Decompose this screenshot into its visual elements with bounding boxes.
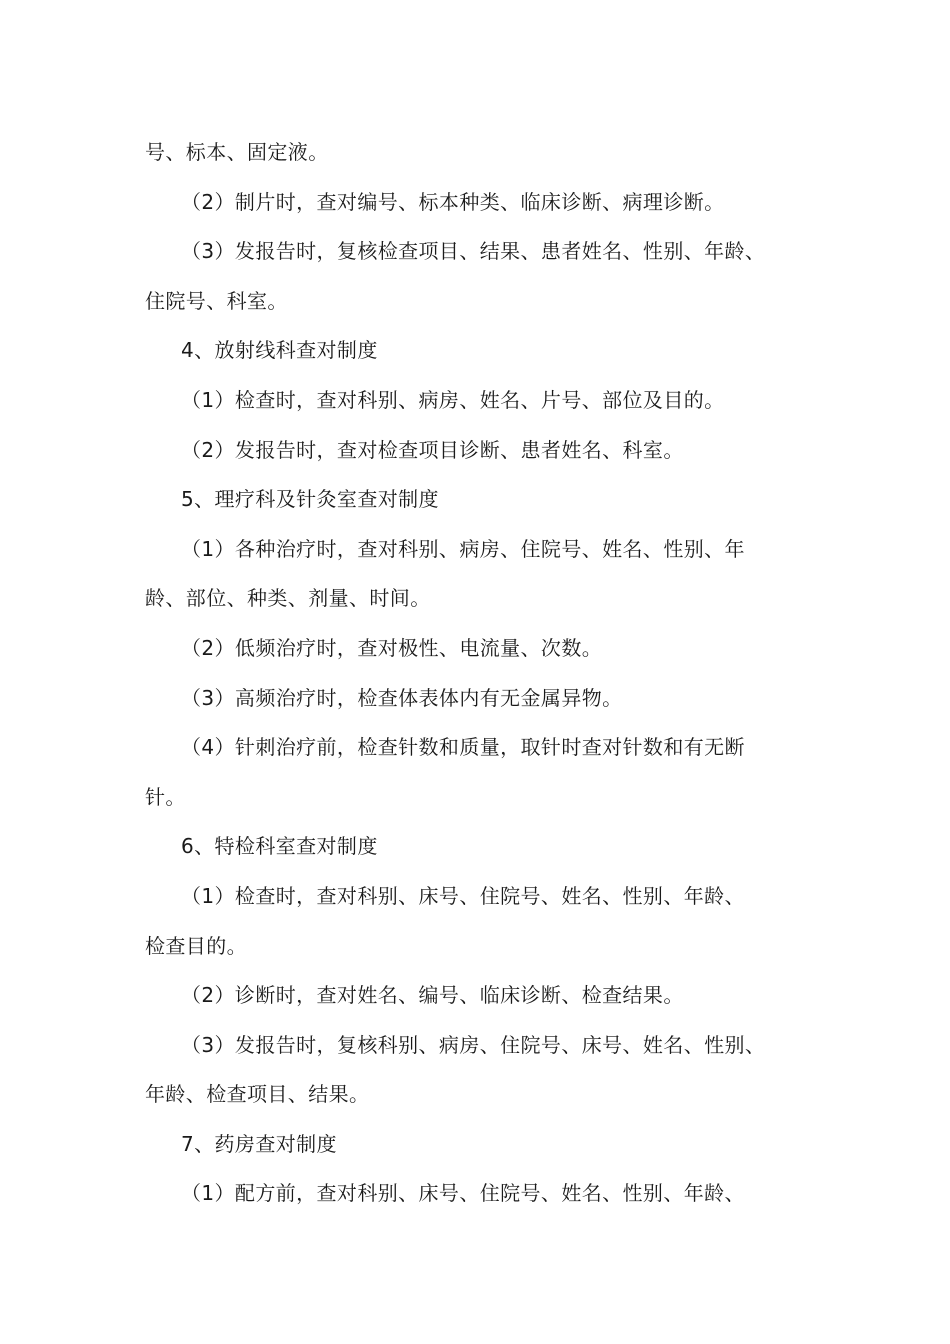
- paragraph-line: 龄、部位、种类、剂量、时间。: [145, 586, 431, 611]
- paragraph-line: 针。: [145, 784, 186, 809]
- paragraph-line: （2）低频治疗时，查对极性、电流量、次数。: [181, 635, 603, 660]
- paragraph-line: 住院号、科室。: [145, 288, 288, 313]
- paragraph-line: 年龄、检查项目、结果。: [145, 1082, 370, 1107]
- paragraph-line: （2）诊断时，查对姓名、编号、临床诊断、检查结果。: [181, 983, 684, 1008]
- paragraph-line: 检查目的。: [145, 933, 247, 958]
- paragraph-line: （1）各种治疗时，查对科别、病房、住院号、姓名、性别、年: [181, 536, 745, 561]
- section-heading: 4、放射线科查对制度: [181, 338, 378, 363]
- section-heading: 5、理疗科及针灸室查对制度: [181, 487, 439, 512]
- paragraph-line: （1）检查时，查对科别、床号、住院号、姓名、性别、年龄、: [181, 883, 745, 908]
- paragraph-line: （1）配方前，查对科别、床号、住院号、姓名、性别、年龄、: [181, 1181, 745, 1206]
- section-heading: 7、药房查对制度: [181, 1131, 337, 1156]
- paragraph-line: （2）发报告时，查对检查项目诊断、患者姓名、科室。: [181, 437, 684, 462]
- paragraph-line: 号、标本、固定液。: [145, 140, 329, 164]
- document-body: [145, 128, 835, 1219]
- paragraph-line: （4）针刺治疗前，检查针数和质量，取针时查对针数和有无断: [181, 735, 745, 760]
- paragraph-line: （1）检查时，查对科别、病房、姓名、片号、部位及目的。: [181, 387, 725, 412]
- paragraph-line: （2）制片时，查对编号、标本种类、临床诊断、病理诊断。: [181, 189, 725, 214]
- paragraph-line: （3）高频治疗时，检查体表体内有无金属异物。: [181, 685, 623, 710]
- section-heading: 6、特检科室查对制度: [181, 834, 378, 859]
- paragraph-line: （3）发报告时，复核科别、病房、住院号、床号、姓名、性别、: [181, 1032, 766, 1057]
- paragraph-line: （3）发报告时，复核检查项目、结果、患者姓名、性别、年龄、: [181, 239, 766, 264]
